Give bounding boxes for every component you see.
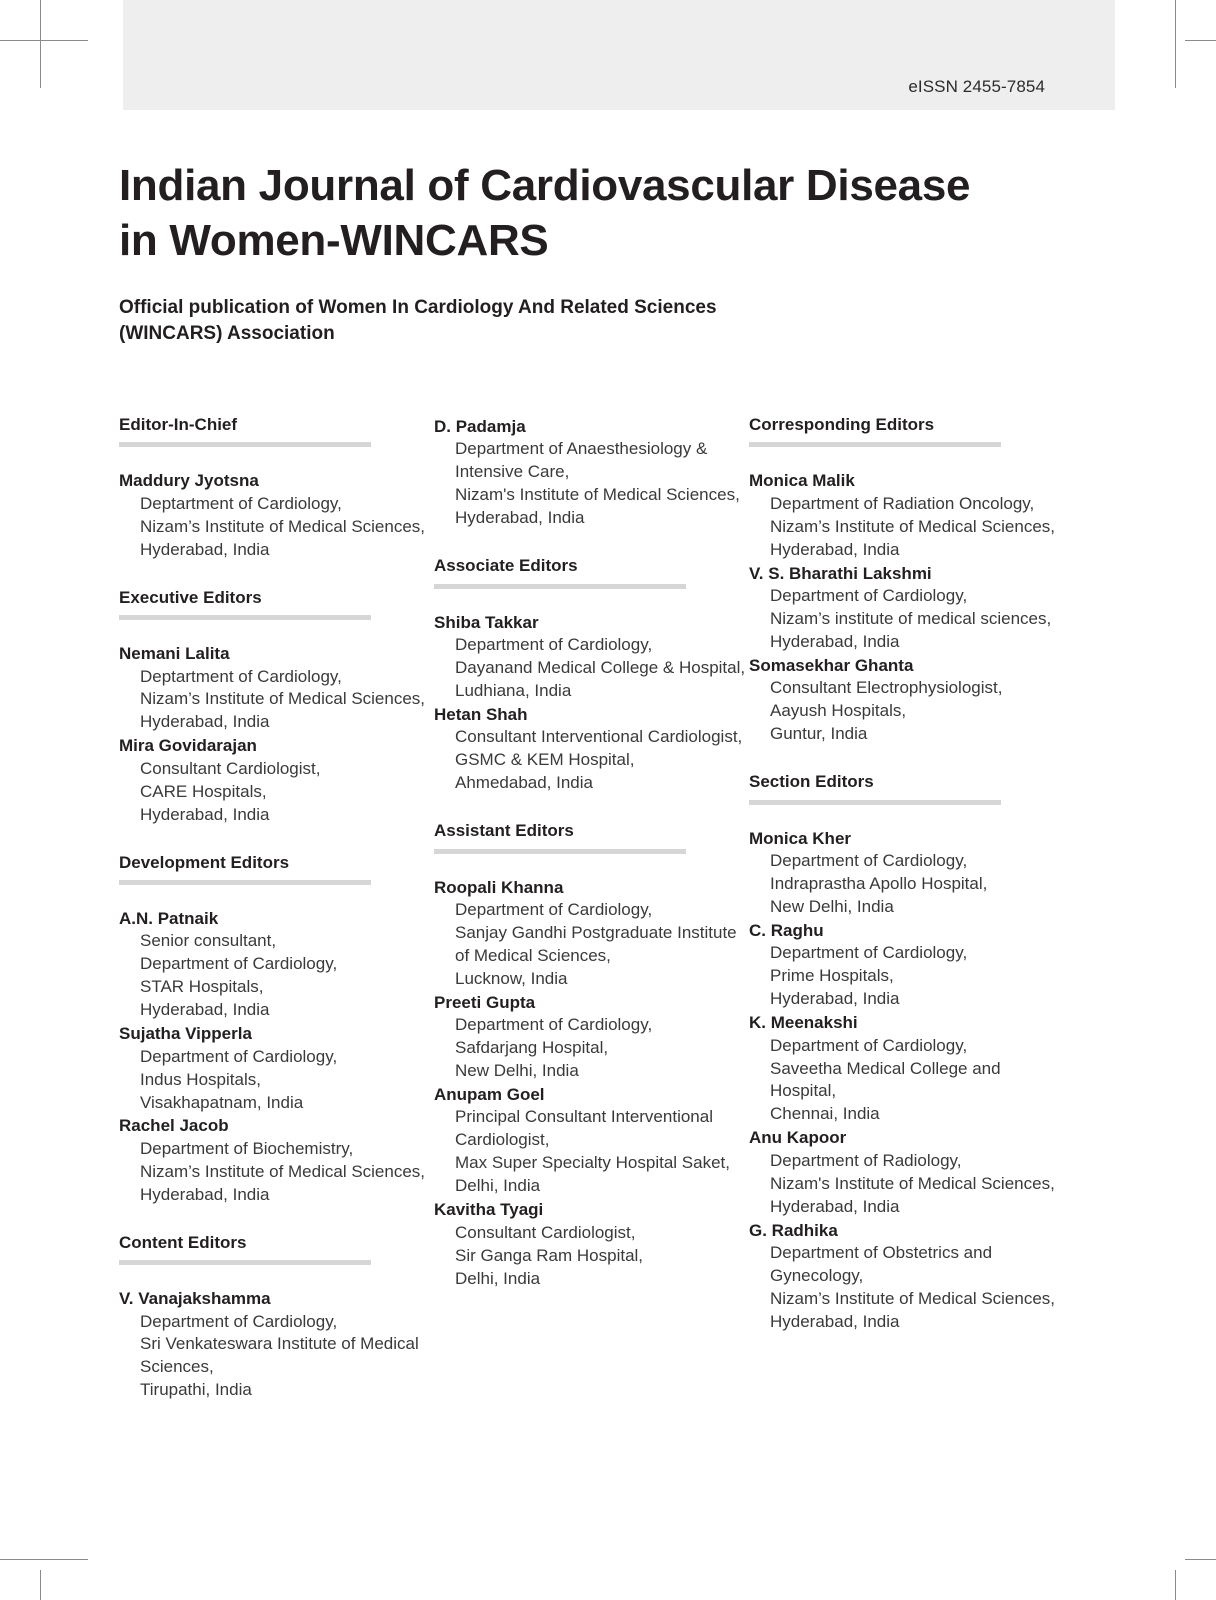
affiliation-line: Intensive Care, — [455, 462, 570, 482]
board-member-affiliation — [770, 942, 1059, 1011]
affiliation-line: Gynecology, — [770, 1265, 864, 1285]
board-member-name: Hetan Shah — [434, 704, 528, 724]
affiliation-line: Visakhapatnam, India — [140, 1092, 304, 1112]
affiliation-line: Deptartment of Cardiology, — [140, 666, 342, 686]
board-member-name: Preeti Gupta — [434, 992, 536, 1012]
affiliation-line: Delhi, India — [455, 1268, 541, 1288]
board-section-continued — [434, 415, 749, 530]
board-member-name: C. Raghu — [749, 920, 824, 940]
board-member — [749, 919, 1059, 1011]
crop-mark-bottom-right-vertical — [1175, 1570, 1176, 1600]
affiliation-line: GSMC & KEM Hospital, — [455, 750, 635, 770]
affiliation-line: Hyderabad, India — [770, 989, 900, 1009]
affiliation-line: Chennai, India — [770, 1104, 880, 1124]
board-member-affiliation — [455, 1222, 749, 1291]
board-member-affiliation — [140, 758, 434, 827]
board-member-affiliation — [455, 634, 749, 703]
board-member — [749, 1126, 1059, 1218]
board-member-name: V. S. Bharathi Lakshmi — [749, 563, 932, 583]
affiliation-line: Nizam's Institute of Medical Sciences, — [455, 485, 740, 505]
section-heading: Editor-In-Chief — [119, 415, 238, 434]
board-member-affiliation — [140, 1311, 434, 1403]
editorial-board-column-right — [749, 415, 1059, 1334]
affiliation-line: Nizam’s Institute of Medical Sciences, — [770, 516, 1056, 536]
affiliation-line: Hyderabad, India — [140, 1000, 270, 1020]
affiliation-line: Department of Cardiology, — [770, 1035, 968, 1055]
editorial-board-column-left — [119, 415, 434, 1402]
affiliation-line: Deptartment of Cardiology, — [140, 493, 342, 513]
board-section-development-editors — [119, 853, 434, 1207]
board-member — [749, 827, 1059, 919]
board-member-name: V. Vanajakshamma — [119, 1289, 271, 1309]
affiliation-line: Department of Cardiology, — [140, 1046, 338, 1066]
section-rule — [749, 442, 1001, 447]
affiliation-line: Nizam’s Institute of Medical Sciences, — [140, 689, 426, 709]
board-member-affiliation — [140, 666, 434, 735]
section-rule — [434, 584, 686, 589]
board-member — [749, 562, 1059, 654]
affiliation-line: STAR Hospitals, — [140, 977, 264, 997]
crop-mark-top-left-vertical — [40, 0, 41, 88]
board-member-name: Monica Kher — [749, 828, 852, 848]
affiliation-line: Sir Ganga Ram Hospital, — [455, 1245, 644, 1265]
journal-title-block — [119, 158, 999, 347]
crop-mark-bottom-right-horizontal — [1185, 1559, 1216, 1560]
affiliation-line: Delhi, India — [455, 1176, 541, 1196]
board-member — [434, 611, 749, 703]
journal-title-line-2: in Women-WINCARS — [119, 216, 549, 266]
crop-mark-bottom-left-vertical — [40, 1570, 41, 1600]
affiliation-line: Principal Consultant Interventional — [455, 1107, 713, 1127]
affiliation-line: Cardiologist, — [455, 1130, 550, 1150]
board-member-name: Somasekhar Ghanta — [749, 655, 914, 675]
affiliation-line: Tirupathi, India — [140, 1380, 252, 1400]
board-member — [749, 654, 1059, 746]
board-member — [119, 1114, 434, 1206]
section-rule — [749, 800, 1001, 805]
board-member — [749, 1011, 1059, 1126]
affiliation-line: Hyderabad, India — [770, 631, 900, 651]
affiliation-line: Dayanand Medical College & Hospital, — [455, 657, 746, 677]
board-member-affiliation — [455, 438, 749, 530]
board-member-affiliation — [140, 1138, 434, 1207]
board-member — [434, 1198, 749, 1290]
board-member — [119, 469, 434, 561]
board-member-affiliation — [140, 493, 434, 562]
section-heading: Content Editors — [119, 1232, 247, 1252]
affiliation-line: Senior consultant, — [140, 931, 277, 951]
journal-subtitle-line-1: Official publication of Women In Cardiology And Related Sciences — [119, 296, 717, 318]
affiliation-line: CARE Hospitals, — [140, 781, 267, 801]
affiliation-line: of Medical Sciences, — [455, 945, 611, 965]
affiliation-line: Ludhiana, India — [455, 680, 572, 700]
affiliation-line: Department of Anaesthesiology & — [455, 439, 708, 459]
affiliation-line: Department of Biochemistry, — [140, 1138, 354, 1158]
board-member-name: A.N. Patnaik — [119, 908, 219, 928]
board-member-affiliation — [140, 1046, 434, 1115]
board-member-name: Monica Malik — [749, 471, 855, 491]
affiliation-line: Safdarjang Hospital, — [455, 1038, 609, 1058]
affiliation-line: Nizam’s Institute of Medical Sciences, — [140, 516, 426, 536]
board-member-name: Shiba Takkar — [434, 612, 539, 632]
editorial-board — [119, 415, 1099, 1402]
board-member-name: G. Radhika — [749, 1220, 838, 1240]
affiliation-line: Aayush Hospitals, — [770, 701, 907, 721]
affiliation-line: Hyderabad, India — [455, 508, 585, 528]
board-member-affiliation — [455, 726, 749, 795]
board-member-name: Rachel Jacob — [119, 1116, 229, 1136]
affiliation-line: Lucknow, India — [455, 968, 568, 988]
affiliation-line: Hyderabad, India — [140, 712, 270, 732]
section-heading: Corresponding Editors — [749, 415, 935, 434]
board-member-name: Roopali Khanna — [434, 877, 564, 897]
affiliation-line: Sri Venkateswara Institute of Medical — [140, 1334, 419, 1354]
affiliation-line: Hyderabad, India — [770, 1196, 900, 1216]
page-title — [119, 158, 999, 269]
affiliation-line: Nizam’s Institute of Medical Sciences, — [140, 1161, 426, 1181]
section-heading: Associate Editors — [434, 556, 578, 576]
board-member-affiliation — [770, 1150, 1059, 1219]
section-rule — [119, 1260, 371, 1265]
affiliation-line: New Delhi, India — [455, 1061, 579, 1081]
affiliation-line: Department of Radiation Oncology, — [770, 493, 1035, 513]
affiliation-line: Department of Obstetrics and — [770, 1243, 993, 1263]
affiliation-line: Hyderabad, India — [770, 1311, 900, 1331]
affiliation-line: New Delhi, India — [770, 896, 894, 916]
section-heading: Executive Editors — [119, 587, 262, 607]
board-member-name: Kavitha Tyagi — [434, 1200, 544, 1220]
board-member-affiliation — [770, 677, 1059, 746]
board-member — [434, 1083, 749, 1198]
board-section-section-editors — [749, 772, 1059, 1334]
board-member-name: K. Meenakshi — [749, 1013, 858, 1033]
board-member — [434, 415, 749, 530]
affiliation-line: Department of Cardiology, — [140, 954, 338, 974]
board-section-executive-editors — [119, 588, 434, 827]
editorial-board-column-middle — [434, 415, 749, 1290]
affiliation-line: Consultant Electrophysiologist, — [770, 678, 1003, 698]
affiliation-line: Consultant Cardiologist, — [140, 758, 321, 778]
journal-subtitle — [119, 295, 739, 347]
section-heading: Section Editors — [749, 772, 874, 792]
board-section-editor-in-chief — [119, 415, 434, 562]
affiliation-line: Prime Hospitals, — [770, 966, 894, 986]
affiliation-line: Nizam's Institute of Medical Sciences, — [770, 1173, 1055, 1193]
journal-subtitle-line-2: (WINCARS) Association — [119, 323, 335, 345]
board-member — [119, 1022, 434, 1114]
affiliation-line: Sciences, — [140, 1357, 214, 1377]
board-section-content-editors — [119, 1233, 434, 1403]
affiliation-line: Hyderabad, India — [140, 539, 270, 559]
affiliation-line: Department of Cardiology, — [770, 851, 968, 871]
crop-mark-top-right-horizontal — [1185, 40, 1216, 41]
section-rule — [434, 849, 686, 854]
masthead-band — [123, 0, 1115, 110]
affiliation-line: Hyderabad, India — [770, 539, 900, 559]
section-rule — [119, 880, 371, 885]
board-member-affiliation — [140, 930, 434, 1022]
board-member — [434, 703, 749, 795]
affiliation-line: Saveetha Medical College and — [770, 1058, 1001, 1078]
board-member-name: D. Padamja — [434, 417, 526, 436]
board-member-affiliation — [455, 899, 749, 991]
affiliation-line: Indus Hospitals, — [140, 1069, 261, 1089]
affiliation-line: Department of Radiology, — [770, 1150, 962, 1170]
board-member — [119, 734, 434, 826]
board-member-name: Anu Kapoor — [749, 1128, 847, 1148]
section-rule — [119, 442, 371, 447]
crop-mark-bottom-left-horizontal — [0, 1559, 88, 1560]
affiliation-line: Department of Cardiology, — [770, 586, 968, 606]
board-member-affiliation — [770, 850, 1059, 919]
affiliation-line: Department of Cardiology, — [455, 899, 653, 919]
eissn-label: eISSN 2455-7854 — [908, 77, 1045, 96]
board-member-name: Maddury Jyotsna — [119, 471, 259, 491]
affiliation-line: Indraprastha Apollo Hospital, — [770, 873, 988, 893]
board-member-affiliation — [770, 585, 1059, 654]
board-member-name: Sujatha Vipperla — [119, 1024, 252, 1044]
affiliation-line: Sanjay Gandhi Postgraduate Institute — [455, 922, 737, 942]
affiliation-line: Hyderabad, India — [140, 1184, 270, 1204]
affiliation-line: Hyderabad, India — [140, 804, 270, 824]
section-heading: Assistant Editors — [434, 821, 574, 841]
board-member-name: Mira Govidarajan — [119, 736, 257, 756]
board-member — [119, 642, 434, 734]
affiliation-line: Department of Cardiology, — [455, 1015, 653, 1035]
board-member-affiliation — [770, 493, 1059, 562]
affiliation-line: Department of Cardiology, — [140, 1311, 338, 1331]
affiliation-line: Nizam’s institute of medical sciences, — [770, 609, 1052, 629]
board-member — [434, 991, 749, 1083]
board-member — [749, 469, 1059, 561]
board-section-assistant-editors — [434, 821, 749, 1290]
board-member — [119, 1287, 434, 1402]
journal-title-line-1: Indian Journal of Cardiovascular Disease — [119, 161, 971, 210]
board-section-corresponding-editors — [749, 415, 1059, 746]
affiliation-line: Department of Cardiology, — [770, 943, 968, 963]
section-rule — [119, 615, 371, 620]
board-member-affiliation — [770, 1242, 1059, 1334]
affiliation-line: Nizam’s Institute of Medical Sciences, — [770, 1288, 1056, 1308]
affiliation-line: Ahmedabad, India — [455, 773, 593, 793]
board-member — [434, 876, 749, 991]
affiliation-line: Consultant Interventional Cardiologist, — [455, 727, 743, 747]
board-member-name: Nemani Lalita — [119, 644, 230, 664]
affiliation-line: Max Super Specialty Hospital Saket, — [455, 1153, 730, 1173]
affiliation-line: Consultant Cardiologist, — [455, 1222, 636, 1242]
board-member-name: Anupam Goel — [434, 1084, 545, 1104]
board-member-affiliation — [770, 1035, 1059, 1127]
board-member-affiliation — [455, 1014, 749, 1083]
affiliation-line: Department of Cardiology, — [455, 635, 653, 655]
affiliation-line: Guntur, India — [770, 724, 868, 744]
crop-mark-top-right-vertical — [1175, 0, 1176, 88]
board-member-affiliation — [455, 1106, 749, 1198]
affiliation-line: Hospital, — [770, 1081, 837, 1101]
section-heading: Development Editors — [119, 852, 290, 872]
crop-mark-top-left-horizontal — [0, 40, 88, 41]
board-member — [749, 1219, 1059, 1334]
board-section-associate-editors — [434, 556, 749, 795]
board-member — [119, 907, 434, 1022]
